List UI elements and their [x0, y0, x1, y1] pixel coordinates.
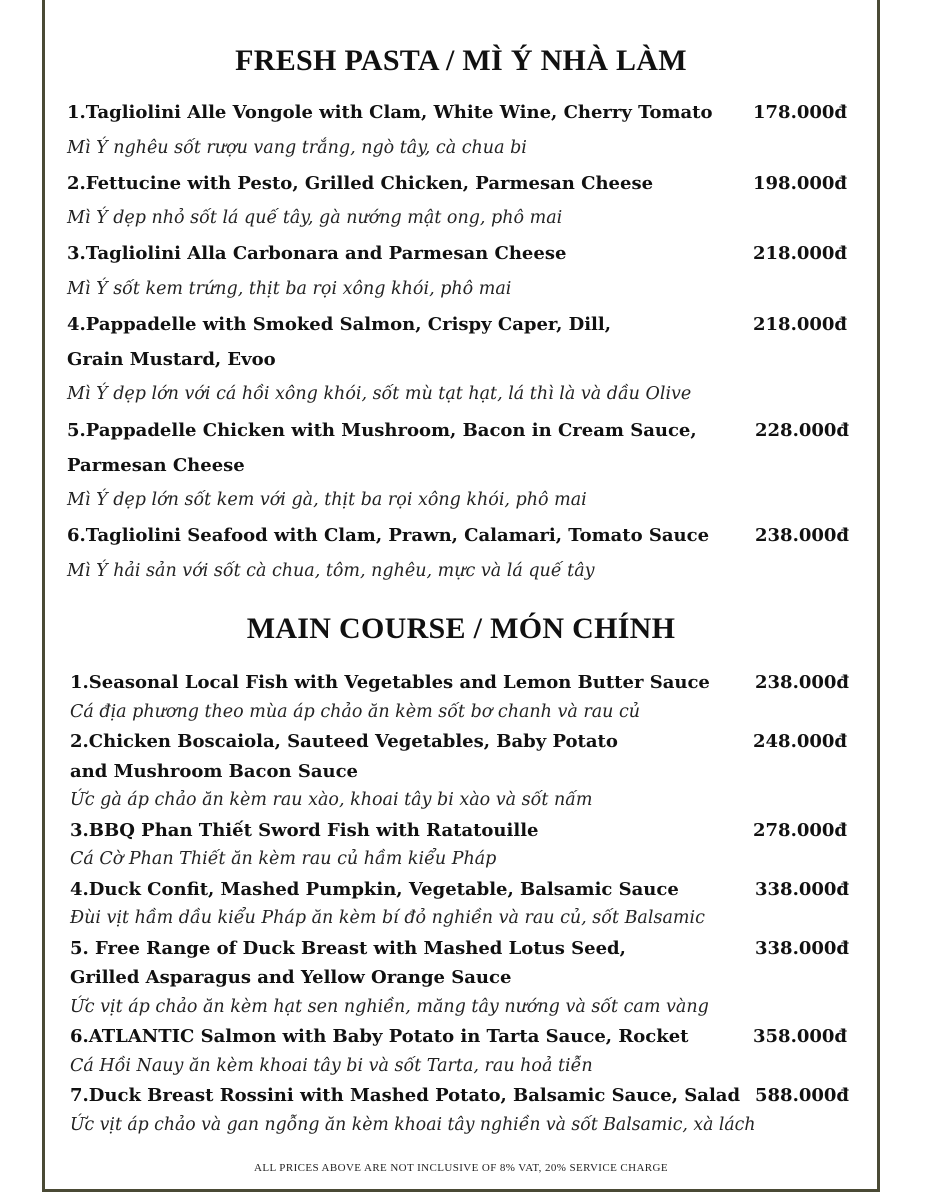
menu-item-description: Mì Ý sốt kem trứng, thịt ba rọi xông khói, phô mai — [67, 279, 512, 299]
menu-item-price: 218.000đ — [753, 243, 847, 264]
menu-item-name-continued: Grain Mustard, Evoo — [67, 349, 276, 370]
menu-item-name: 4.Pappadelle with Smoked Salmon, Crispy Caper, Dill, — [67, 314, 611, 335]
menu-item-name: 5. Free Range of Duck Breast with Mashed Lotus Seed, — [70, 938, 626, 959]
menu-item-description: Ức gà áp chảo ăn kèm rau xào, khoai tây bi xào và sốt nấm — [70, 790, 593, 810]
menu-item-name: 2.Chicken Boscaiola, Sauteed Vegetables, Baby Potato — [70, 731, 618, 752]
menu-item-name: 1.Seasonal Local Fish with Vegetables and Lemon Butter Sauce — [70, 672, 710, 693]
footer-note: ALL PRICES ABOVE ARE NOT INCLUSIVE OF 8% VAT, 20% SERVICE CHARGE — [253, 1162, 669, 1174]
menu-item-name-continued: and Mushroom Bacon Sauce — [70, 761, 358, 782]
menu-item-price: 278.000đ — [753, 820, 847, 841]
menu-item-name: 3.Tagliolini Alla Carbonara and Parmesan Cheese — [67, 243, 567, 264]
menu-item-name: 6.ATLANTIC Salmon with Baby Potato in Tarta Sauce, Rocket — [70, 1026, 689, 1047]
menu-item-price: 588.000đ — [755, 1085, 849, 1106]
menu-item-price: 228.000đ — [755, 420, 849, 441]
menu-item-description: Đùi vịt hầm dầu kiểu Pháp ăn kèm bí đỏ nghiền và rau củ, sốt Balsamic — [70, 908, 705, 928]
menu-item-description: Mì Ý dẹp nhỏ sốt lá quế tây, gà nướng mật ong, phô mai — [67, 208, 563, 228]
menu-item-description: Mì Ý hải sản với sốt cà chua, tôm, nghêu, mực và lá quế tây — [67, 561, 595, 581]
section-title-main-course: MAIN COURSE / MÓN CHÍNH — [246, 612, 676, 645]
menu-item-price: 178.000đ — [753, 102, 847, 123]
menu-item-price: 358.000đ — [753, 1026, 847, 1047]
menu-item-price: 218.000đ — [753, 314, 847, 335]
menu-item-description: Ức vịt áp chảo ăn kèm hạt sen nghiền, măng tây nướng và sốt cam vàng — [70, 997, 709, 1017]
menu-item-description: Mì Ý nghêu sốt rượu vang trắng, ngò tây, cà chua bi — [67, 138, 527, 158]
menu-item-price: 238.000đ — [755, 525, 849, 546]
section-title-pasta: FRESH PASTA / MÌ Ý NHÀ LÀM — [235, 44, 687, 77]
menu-item-description: Ức vịt áp chảo và gan ngỗng ăn kèm khoai tây nghiền và sốt Balsamic, xà lách — [70, 1115, 756, 1135]
menu-item-name: 3.BBQ Phan Thiết Sword Fish with Ratatouille — [70, 820, 539, 841]
menu-item-name-continued: Parmesan Cheese — [67, 455, 245, 476]
menu-item-name: 1.Tagliolini Alle Vongole with Clam, White Wine, Cherry Tomato — [67, 102, 713, 123]
menu-item-price: 338.000đ — [755, 938, 849, 959]
menu-item-name: 2.Fettucine with Pesto, Grilled Chicken, Parmesan Cheese — [67, 173, 654, 194]
menu-item-name-continued: Grilled Asparagus and Yellow Orange Sauce — [70, 967, 512, 988]
menu-item-price: 198.000đ — [753, 173, 847, 194]
menu-item-name: 5.Pappadelle Chicken with Mushroom, Bacon in Cream Sauce, — [67, 420, 697, 441]
menu-item-description: Cá Cờ Phan Thiết ăn kèm rau củ hầm kiểu Pháp — [70, 849, 497, 869]
menu-item-name: 6.Tagliolini Seafood with Clam, Prawn, Calamari, Tomato Sauce — [67, 525, 710, 546]
menu-item-name: 7.Duck Breast Rossini with Mashed Potato, Balsamic Sauce, Salad — [70, 1085, 741, 1106]
menu-item-name: 4.Duck Confit, Mashed Pumpkin, Vegetable, Balsamic Sauce — [70, 879, 679, 900]
menu-item-price: 248.000đ — [753, 731, 847, 752]
menu-item-description: Mì Ý dẹp lớn với cá hồi xông khói, sốt mù tạt hạt, lá thì là và dầu Olive — [67, 384, 692, 404]
menu-item-price: 338.000đ — [755, 879, 849, 900]
menu-item-description: Mì Ý dẹp lớn sốt kem với gà, thịt ba rọi xông khói, phô mai — [67, 490, 587, 510]
menu-item-price: 238.000đ — [755, 672, 849, 693]
menu-item-description: Cá Hồi Nauy ăn kèm khoai tây bi và sốt Tarta, rau hoả tiễn — [70, 1056, 593, 1076]
menu-item-description: Cá địa phương theo mùa áp chảo ăn kèm sốt bơ chanh và rau củ — [70, 702, 641, 722]
